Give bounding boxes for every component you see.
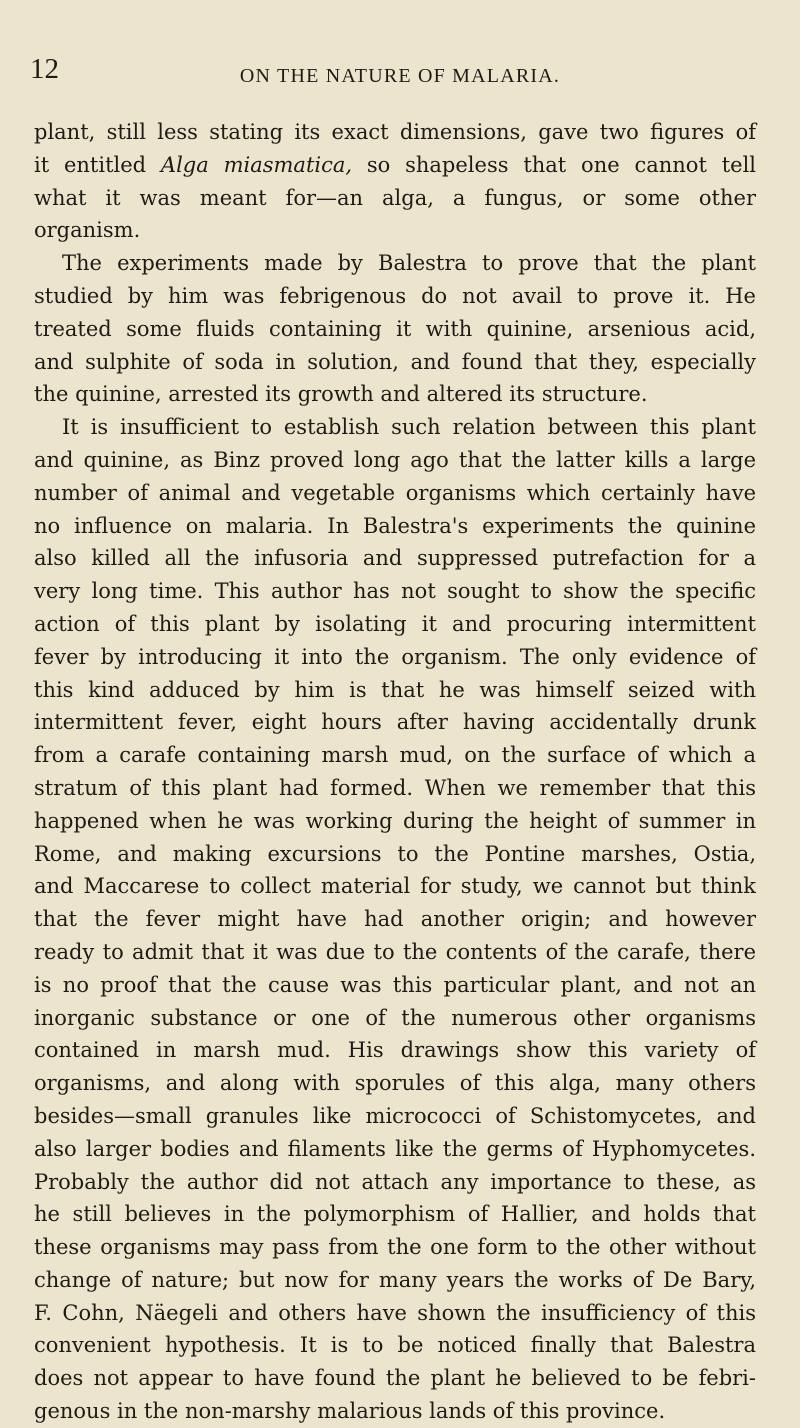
text-line: The experiments made by Balestra to prove that the plant — [62, 251, 756, 276]
text-line: that the fever might have had another origin; and however — [34, 907, 756, 932]
text-line: convenient hypothesis. It is to be noticed finally that Balestra — [34, 1333, 756, 1358]
text-line: number of animal and vegetable organisms which certainly have — [34, 480, 756, 505]
text-line: organisms, and along with sporules of this alga, many others — [34, 1071, 756, 1096]
text-line: genous in the non-marshy malarious lands of this province. — [34, 1399, 666, 1424]
text-line: happened when he was working during the height of summer in — [34, 808, 756, 833]
italic-title: Alga miasmatica, — [160, 152, 353, 177]
text-line: ready to admit that it was due to the contents of the carafe, there — [34, 939, 756, 964]
text-line: inorganic substance or one of the numerous other organisms — [34, 1005, 756, 1030]
text-line: no influence on malaria. In Balestra's experiments the quinine — [34, 513, 756, 538]
text-line: is no proof that the cause was this particular plant, and not an — [34, 972, 756, 997]
text-line: organism. — [34, 218, 141, 243]
text-line: intermittent fever, eight hours after having accidentally drunk — [34, 710, 756, 735]
text-line: stratum of this plant had formed. When we remember that this — [34, 775, 756, 800]
text-line: also killed all the infusoria and suppressed putrefaction for a — [34, 546, 756, 571]
text-line: what it was meant for—an alga, a fungus, or some other — [34, 185, 756, 210]
text-fragment: it entitled — [34, 152, 161, 177]
text-line: and quinine, as Binz proved long ago that the latter kills a large — [34, 447, 756, 472]
text-line: fever by introducing it into the organism. The only evidence of — [34, 644, 756, 669]
text-fragment: so shapeless that one cannot tell — [352, 152, 756, 177]
body-text — [34, 116, 756, 1428]
text-line: It is insufficient to establish such relation between this plant — [62, 415, 756, 440]
text-line: and Maccarese to collect material for study, we cannot but think — [34, 874, 756, 899]
text-line: change of nature; but now for many years the works of De Bary, — [34, 1267, 756, 1292]
text-line: treated some fluids containing it with quinine, arsenious acid, — [34, 316, 756, 341]
text-line: action of this plant by isolating it and procuring intermittent — [34, 611, 756, 636]
text-line: from a carafe containing marsh mud, on the surface of which a — [34, 743, 756, 768]
text-line: this kind adduced by him is that he was himself seized with — [34, 677, 756, 702]
text-line — [34, 149, 756, 182]
text-line: the quinine, arrested its growth and altered its structure. — [34, 382, 648, 407]
text-line: very long time. This author has not sought to show the specific — [34, 579, 756, 604]
text-line: and sulphite of soda in solution, and found that they, especially — [34, 349, 756, 374]
text-line: plant, still less stating its exact dimensions, gave two figures of — [34, 120, 756, 144]
text-line: besides—small granules like micrococci of Schistomycetes, and — [34, 1103, 756, 1128]
text-line: these organisms may pass from the one form to the other without — [34, 1235, 756, 1260]
text-line: does not appear to have found the plant he believed to be febri- — [34, 1366, 756, 1391]
text-line: also larger bodies and filaments like the germs of Hyphomycetes. — [34, 1136, 756, 1161]
text-line: he still believes in the polymorphism of Hallier, and holds that — [34, 1202, 756, 1227]
text-line: contained in marsh mud. His drawings show this variety of — [34, 1038, 756, 1063]
text-line: Rome, and making excursions to the Pontine marshes, Ostia, — [34, 841, 756, 866]
page-number: 12 — [30, 53, 59, 85]
text-line: F. Cohn, Näegeli and others have shown the insufficiency of this — [34, 1300, 756, 1325]
text-line: Probably the author did not attach any importance to these, as — [34, 1169, 756, 1194]
text-line: studied by him was febrigenous do not avail to prove it. He — [34, 283, 756, 308]
running-head: ON THE NATURE OF MALARIA. — [239, 65, 561, 87]
